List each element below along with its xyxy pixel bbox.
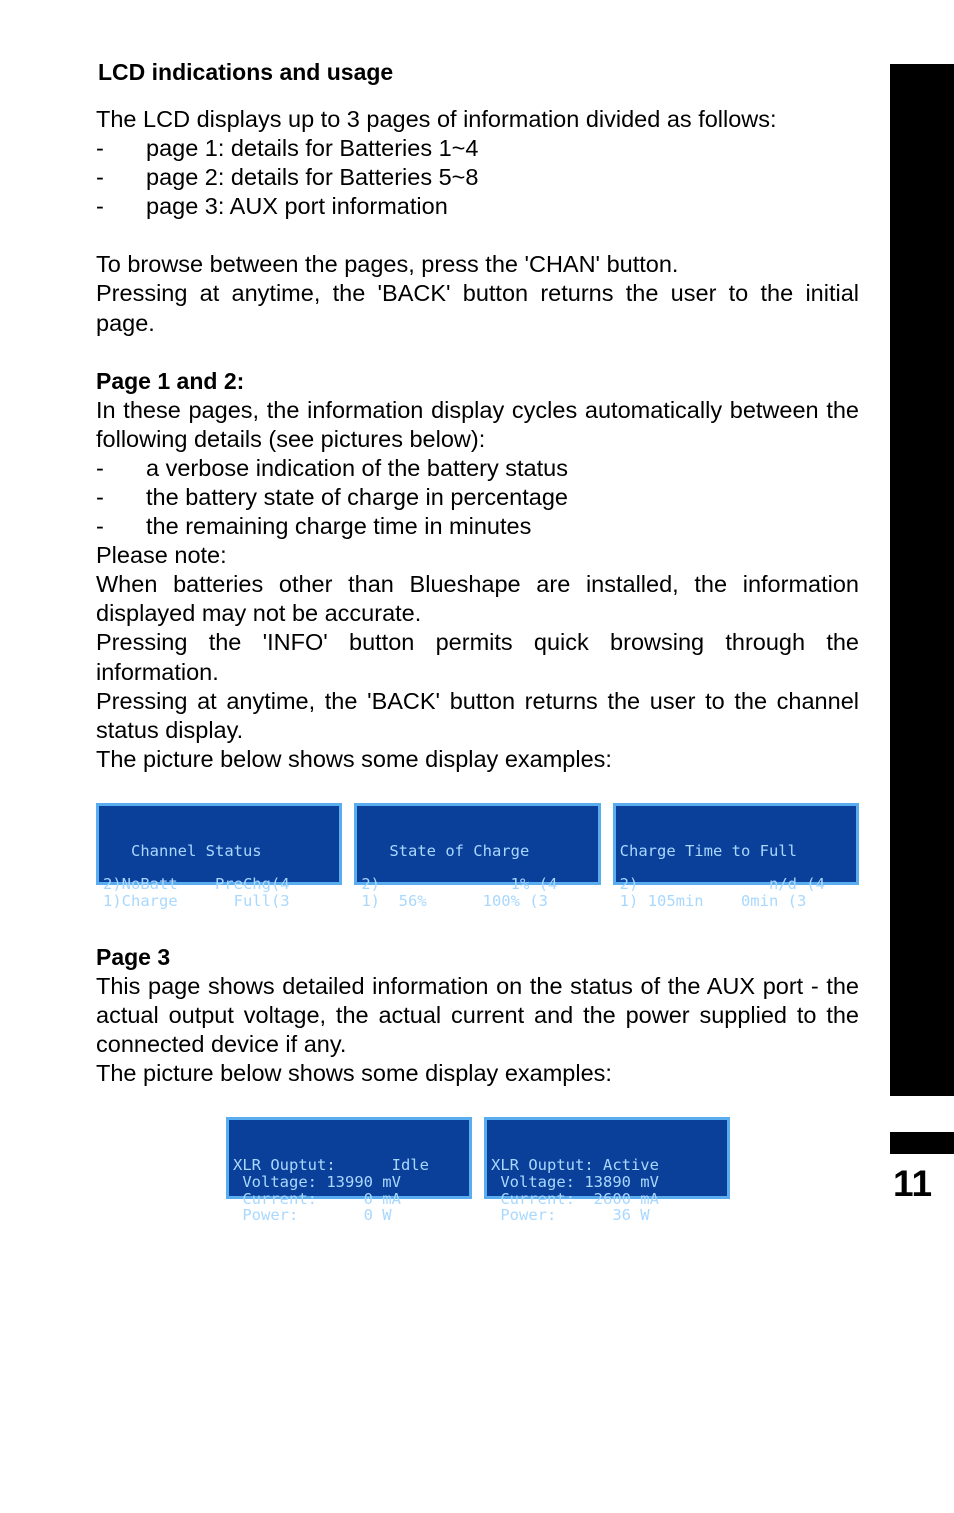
note-text: When batteries other than Blueshape are installed, the information displayed may not be accurate.	[96, 571, 859, 627]
list-item: - the battery state of charge in percentage	[96, 483, 568, 510]
lcd-channel-status: Channel Status 2)NoBatt PreChg(4 1)Charge Full(3	[96, 803, 342, 885]
lcd-state-of-charge: State of Charge 2) 1% (4 1) 56% 100% (3	[354, 803, 600, 885]
page12-heading: Page 1 and 2:	[96, 367, 245, 394]
lcd-aux-idle: XLR Ouptut: Idle Voltage: 13990 mV Current: 0 mA Power: 0 W	[226, 1117, 472, 1199]
back-text: Pressing at anytime, the 'BACK' button returns the user to the initial page.	[96, 280, 859, 336]
page3-heading: Page 3	[96, 943, 171, 970]
page3-text: This page shows detailed information on the status of the AUX port - the actual output voltage, the actual current and the power supplied to the connected device if any.	[96, 972, 859, 1058]
info-text: Pressing the 'INFO' button permits quick browsing through the information.	[96, 629, 859, 685]
list-item: - page 1: details for Batteries 1~4	[96, 135, 479, 162]
list-item: - a verbose indication of the battery status	[96, 454, 568, 481]
intro-text: The LCD displays up to 3 pages of information divided as follows:	[96, 106, 777, 132]
side-tab	[890, 64, 954, 1096]
lcd-examples-row	[96, 803, 859, 910]
lcd-aux-active: XLR Ouptut: Active Voltage: 13890 mV Current: 2600 mA Power: 36 W	[484, 1117, 730, 1199]
list-item: - the remaining charge time in minutes	[96, 513, 532, 540]
lcd-charge-time: Charge Time to Full 2) n/d (4 1) 105min 0min (3	[613, 803, 859, 885]
browse-text: To browse between the pages, press the 'CHAN' button.	[96, 251, 679, 278]
list-item: - page 3: AUX port information	[96, 193, 448, 220]
side-bar	[890, 1132, 954, 1154]
lcd-aux-examples-row	[96, 1117, 859, 1225]
examples-caption: The picture below shows some display examples:	[96, 1060, 612, 1087]
list-item: - page 2: details for Batteries 5~8	[96, 164, 479, 191]
section-title: LCD indications and usage	[98, 59, 394, 85]
note-label: Please note:	[96, 542, 227, 569]
document-body	[96, 58, 859, 1225]
page-number: 11	[893, 1163, 933, 1204]
back-channel-text: Pressing at anytime, the 'BACK' button returns the user to the channel status display.	[96, 687, 859, 743]
page12-text: In these pages, the information display cycles automatically between the following details (see pictures below):	[96, 396, 859, 452]
examples-caption: The picture below shows some display examples:	[96, 745, 612, 772]
